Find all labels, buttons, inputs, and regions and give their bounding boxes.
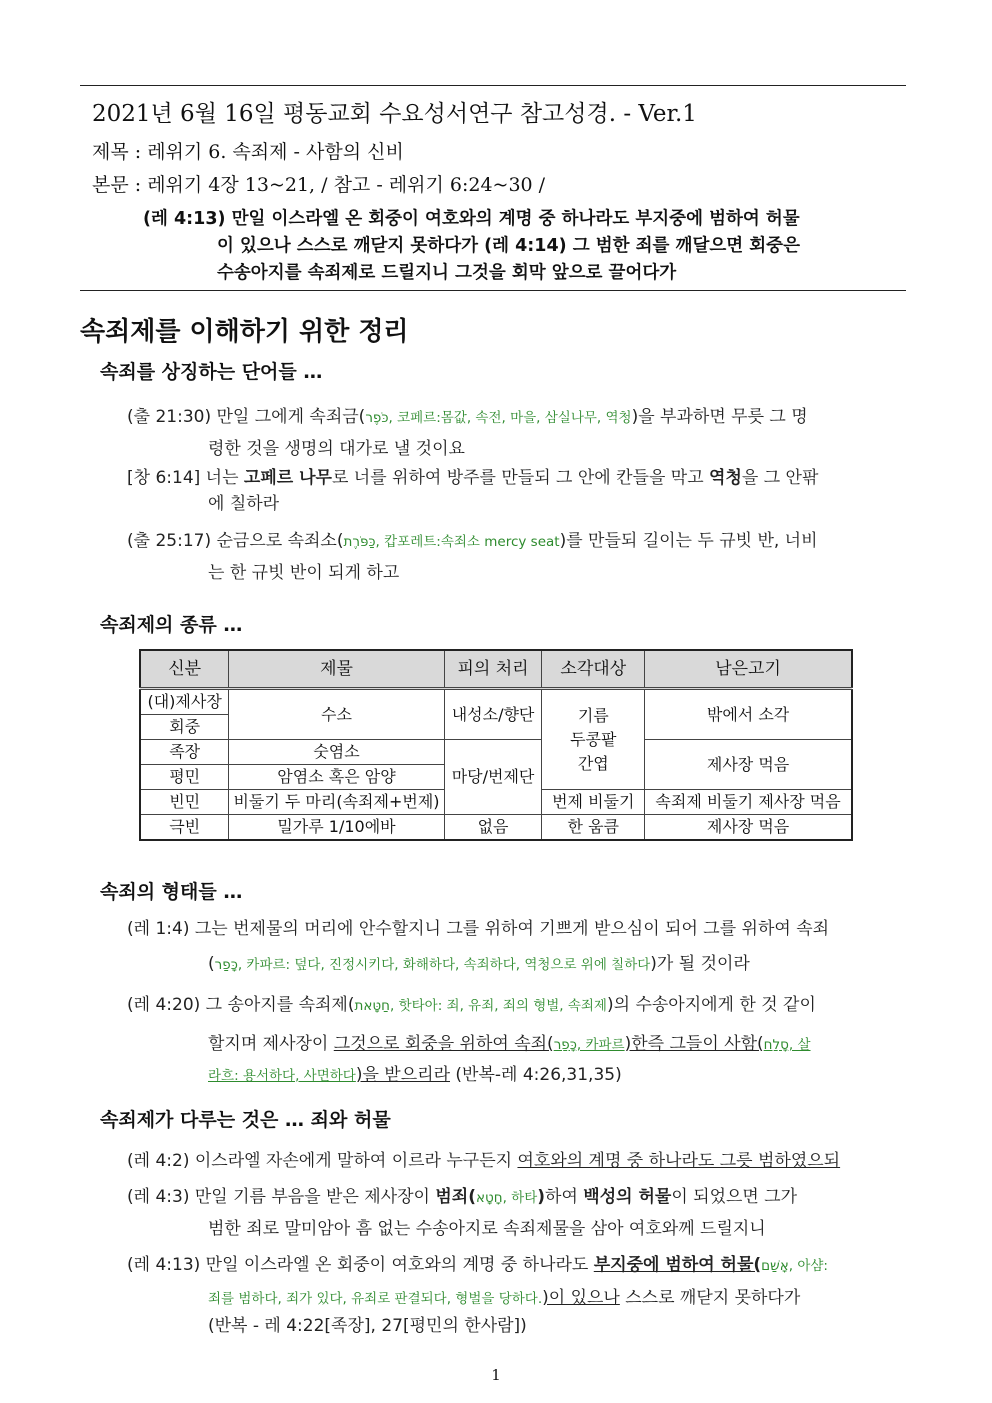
status-cell: 극빈 [140, 815, 229, 841]
table-row [140, 740, 852, 765]
table-row [140, 815, 852, 841]
doc-subject: 제목 : 레위기 6. 속죄제 - 사함의 신비 [92, 141, 404, 163]
meat-cell: 제사장 먹음 [645, 740, 852, 790]
burn-cell: 기름 두콩팥 간엽 [542, 689, 645, 790]
section-title: 속죄를 상징하는 단어들 … [100, 361, 323, 383]
status-cell: 회중 [140, 715, 229, 740]
header-cell: 피의 처리 [444, 650, 542, 689]
page-number: 1 [491, 1366, 501, 1384]
offering-cell: 수소 [229, 689, 444, 740]
quote-line: 이 있으나 스스로 깨닫지 못하다가 (레 4:14) 그 범한 죄를 깨달으면 회중은 [217, 236, 800, 256]
burn-cell: 번제 비둘기 [542, 790, 645, 815]
main-heading: 속죄제를 이해하기 위한 정리 [80, 317, 409, 347]
header-cell: 남은고기 [645, 650, 852, 689]
status-cell: 평민 [140, 765, 229, 790]
blood-cell: 마당/번제단 [444, 740, 542, 815]
verse-continuation: 에 칠하라 [208, 494, 280, 514]
section-title: 속죄제의 종류 … [100, 614, 243, 636]
sin-offering-table [139, 649, 853, 841]
meat-cell: 제사장 먹음 [645, 815, 852, 841]
verse-gen-6-14: [창 6:14] 너는 고페르 나무로 너를 위하여 방주를 만들되 그 안에 칸들을 막고 역청을 그 안팎 [127, 468, 819, 488]
verse-continuation: 령한 것을 생명의 대가로 낼 것이요 [208, 439, 465, 459]
section-title: 속죄의 형태들 … [100, 881, 243, 903]
verse-lev-4-2: (레 4:2) 이스라엘 자손에게 말하여 이르라 누구든지 여호와의 계명 중 하나라도 그릇 범하였으되 [127, 1151, 841, 1171]
verse-continuation: (כָּפַר, 카파르: 덮다, 진정시키다, 화해하다, 속죄하다, 역청으로 위에 칠하다)가 될 것이라 [208, 954, 750, 974]
blood-cell: 내성소/향단 [444, 689, 542, 740]
table-row [140, 689, 852, 715]
table-header-row [140, 650, 852, 689]
doc-title: 2021년 6월 16일 평동교회 수요성서연구 참고성경. - Ver.1 [92, 101, 697, 127]
meat-cell: 속죄제 비둘기 제사장 먹음 [645, 790, 852, 815]
verse-continuation: 라흐: 용서하다, 사면하다)을 받으리라 (반복-레 4:26,31,35) [208, 1065, 622, 1085]
offering-cell: 밀가루 1/10에바 [229, 815, 444, 841]
verse-continuation: 할지며 제사장이 그것으로 회중을 위하여 속죄(כָּפַר, 카파르)한즉 그들이 사함(סָלַח, 살 [208, 1034, 811, 1054]
header-cell: 신분 [140, 650, 229, 689]
status-cell: (대)제사장 [140, 689, 229, 715]
top-rule [80, 85, 906, 86]
header-cell: 제물 [229, 650, 444, 689]
offering-cell: 비둘기 두 마리(속죄제+번제) [229, 790, 444, 815]
verse-continuation: 는 한 규빗 반이 되게 하고 [208, 563, 400, 583]
offering-cell: 숫염소 [229, 740, 444, 765]
header-bottom-rule [80, 290, 906, 291]
verse-ex-25-17: (출 25:17) 순금으로 속죄소(כַּפֹּרֶת, 캅포레트:속죄소 mercy seat)를 만들되 길이는 두 규빗 반, 너비 [127, 531, 818, 551]
status-cell: 빈민 [140, 790, 229, 815]
doc-text-ref: 본문 : 레위기 4장 13~21, / 참고 - 레위기 6:24~30 / [92, 174, 546, 196]
meat-cell: 밖에서 소각 [645, 689, 852, 740]
verse-lev-4-3: (레 4:3) 만일 기름 부음을 받은 제사장이 범죄(חָטָא, 하타)하여 백성의 허물이 되었으면 그가 [127, 1187, 798, 1207]
status-cell: 족장 [140, 740, 229, 765]
quote-line: (레 4:13) 만일 이스라엘 온 회중이 여호와의 계명 중 하나라도 부지중에 범하여 허물 [143, 209, 800, 229]
header-cell: 소각대상 [542, 650, 645, 689]
verse-continuation: 죄를 범하다, 죄가 있다, 유죄로 판결되다, 형벌을 당하다.)이 있으나 스스로 깨닫지 못하다가 [208, 1288, 801, 1308]
section-title: 속죄제가 다루는 것은 … 죄와 허물 [100, 1109, 391, 1131]
blood-cell: 없음 [444, 815, 542, 841]
verse-continuation: (반복 - 레 4:22[족장], 27[평민의 한사람]) [208, 1316, 527, 1336]
verse-continuation: 범한 죄로 말미암아 흠 없는 수송아지로 속죄제물을 삼아 여호와께 드릴지니 [208, 1219, 766, 1239]
verse-lev-1-4: (레 1:4) 그는 번제물의 머리에 안수할지니 그를 위하여 기쁘게 받으심이 되어 그를 위하여 속죄 [127, 919, 830, 939]
burn-cell: 한 움큼 [542, 815, 645, 841]
verse-ex-21-30: (출 21:30) 만일 그에게 속죄금(כֹּפֶר, 코페르:몸값, 속전, 마을, 삼실나무, 역청)을 부과하면 무릇 그 명 [127, 407, 808, 427]
quote-line: 수송아지를 속죄제로 드릴지니 그것을 회막 앞으로 끌어다가 [217, 263, 677, 283]
verse-lev-4-13: (레 4:13) 만일 이스라엘 온 회중이 여호와의 계명 중 하나라도 부지중에 범하여 허물(אָשַׁם, 아샴: [127, 1255, 828, 1275]
offering-cell: 암염소 혹은 암양 [229, 765, 444, 790]
verse-lev-4-20: (레 4:20) 그 송아지를 속죄제(חַטָּאת, 핫타아: 죄, 유죄, 죄의 형벌, 속죄제)의 수송아지에게 한 것 같이 [127, 995, 816, 1015]
